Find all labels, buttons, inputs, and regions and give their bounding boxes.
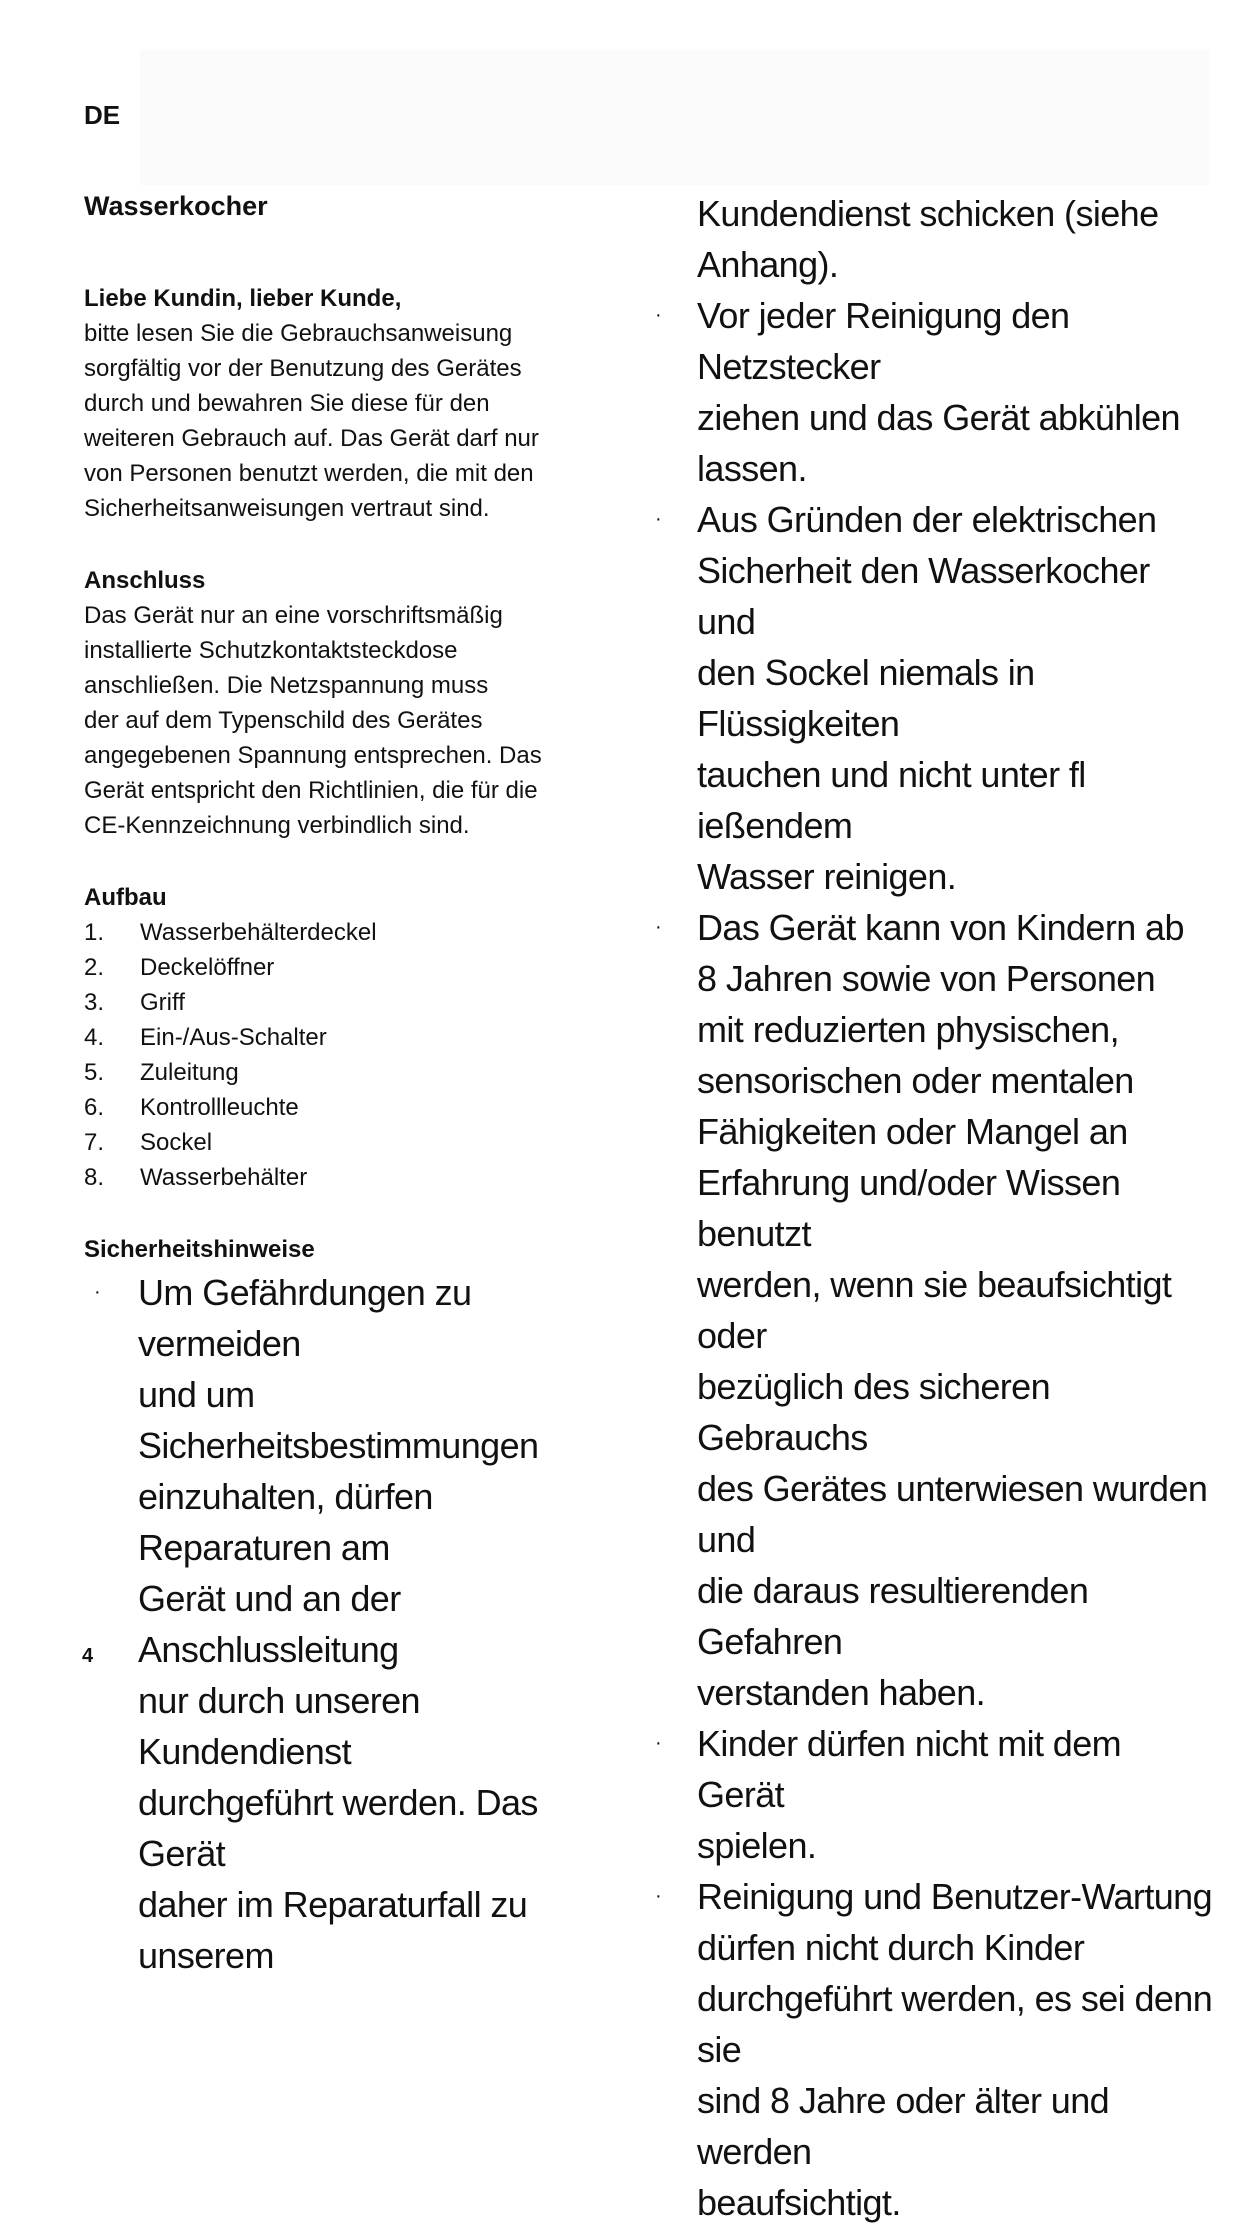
anschluss-heading: Anschluss	[84, 567, 206, 594]
sicherheit-section	[84, 1232, 604, 1981]
list-item: 8. Wasserbehälter	[84, 1164, 308, 1191]
anschluss-line: installierte Schutzkontaktsteckdose	[84, 637, 458, 664]
header-band	[140, 50, 1210, 185]
bullet-mark: ·	[655, 304, 662, 326]
intro-heading: Liebe Kundin, lieber Kunde,	[84, 285, 402, 312]
anschluss-line: angegebenen Spannung entsprechen. Das	[84, 742, 542, 769]
anschluss-line: anschließen. Die Netzspannung muss	[84, 672, 489, 699]
list-item: 5. Zuleitung	[84, 1059, 239, 1086]
anschluss-line: der auf dem Typenschild des Gerätes	[84, 707, 483, 734]
page-title: Wasserkocher	[84, 191, 268, 221]
list-item: 2. Deckelöffner	[84, 954, 275, 981]
anschluss-section	[84, 563, 604, 843]
intro-section	[84, 281, 604, 526]
page-number: 4	[82, 1645, 94, 1667]
intro-line: weiteren Gebrauch auf. Das Gerät darf nur	[84, 425, 539, 452]
intro-line: Sicherheitsanweisungen vertraut sind.	[84, 495, 490, 522]
aufbau-section	[84, 880, 604, 1195]
list-item: 7. Sockel	[84, 1129, 213, 1156]
intro-line: durch und bewahren Sie diese für den	[84, 390, 490, 417]
parts-list	[84, 915, 604, 1195]
anschluss-line: Das Gerät nur an eine vorschriftsmäßig	[84, 602, 503, 629]
list-item: 4. Ein-/Aus-Schalter	[84, 1024, 327, 1051]
language-label: DE	[84, 100, 121, 130]
bullet-mark: ·	[655, 916, 662, 938]
list-item: 6. Kontrollleuchte	[84, 1094, 299, 1121]
bullet-mark: ·	[655, 1732, 662, 1754]
intro-line: sorgfältig vor der Benutzung des Gerätes	[84, 355, 522, 382]
safety-continuation: Kundendienst schicken (siehe Anhang).	[697, 193, 1159, 285]
intro-line: bitte lesen Sie die Gebrauchsanweisung	[84, 320, 513, 347]
safety-bullet-item: · Aus Gründen der elektrischen Sicherheit den Wasserkocher und den Sockel niemals in Flüssigkeiten tauchen und nicht unter fl ießendem Wasser reinigen.	[655, 494, 1215, 902]
aufbau-heading: Aufbau	[84, 884, 167, 911]
bullet-mark: ·	[655, 1885, 662, 1907]
left-column	[84, 190, 604, 1981]
anschluss-line: Gerät entspricht den Richtlinien, die für die	[84, 777, 538, 804]
safety-bullet-item: · Das Gerät kann von Kindern ab 8 Jahren sowie von Personen mit reduzierten physischen, sensorischen oder mentalen Fähigkeiten oder Mangel an Erfahrung und/oder Wissen benutzt werden, wenn sie beaufsichtigt oder bezüglich des sicheren Gebrauchs des Gerätes unterwiesen wurden und die daraus resultierenden Gefahren verstanden haben.	[655, 902, 1215, 1718]
safety-bullet-item: · Vor jeder Reinigung den Netzstecker ziehen und das Gerät abkühlen lassen.	[655, 290, 1215, 494]
list-item: 1. Wasserbehälterdeckel	[84, 919, 377, 946]
safety-bullet-item: · Reinigung und Benutzer-Wartung dürfen nicht durch Kinder durchgeführt werden, es sei denn sie sind 8 Jahre oder älter und werden beaufsichtigt.	[655, 1871, 1215, 2228]
list-item: 3. Griff	[84, 989, 185, 1016]
sicherheit-heading: Sicherheitshinweise	[84, 1236, 315, 1263]
intro-line: von Personen benutzt werden, die mit den	[84, 460, 534, 487]
bullet-mark: ·	[94, 1281, 101, 1303]
right-column	[655, 188, 1215, 2228]
safety-bullet-item: · Kinder dürfen nicht mit dem Gerät spielen.	[655, 1718, 1215, 1871]
bullet-mark: ·	[655, 508, 662, 530]
safety-bullet-item: · Um Gefährdungen zu vermeiden und um Sicherheitsbestimmungen einzuhalten, dürfen Reparaturen am Gerät und an der Anschlussleitung nur durch unseren Kundendienst durchgeführt werden. Das Gerät daher im Reparaturfall zu unserem	[84, 1267, 604, 1981]
anschluss-line: CE-Kennzeichnung verbindlich sind.	[84, 812, 470, 839]
